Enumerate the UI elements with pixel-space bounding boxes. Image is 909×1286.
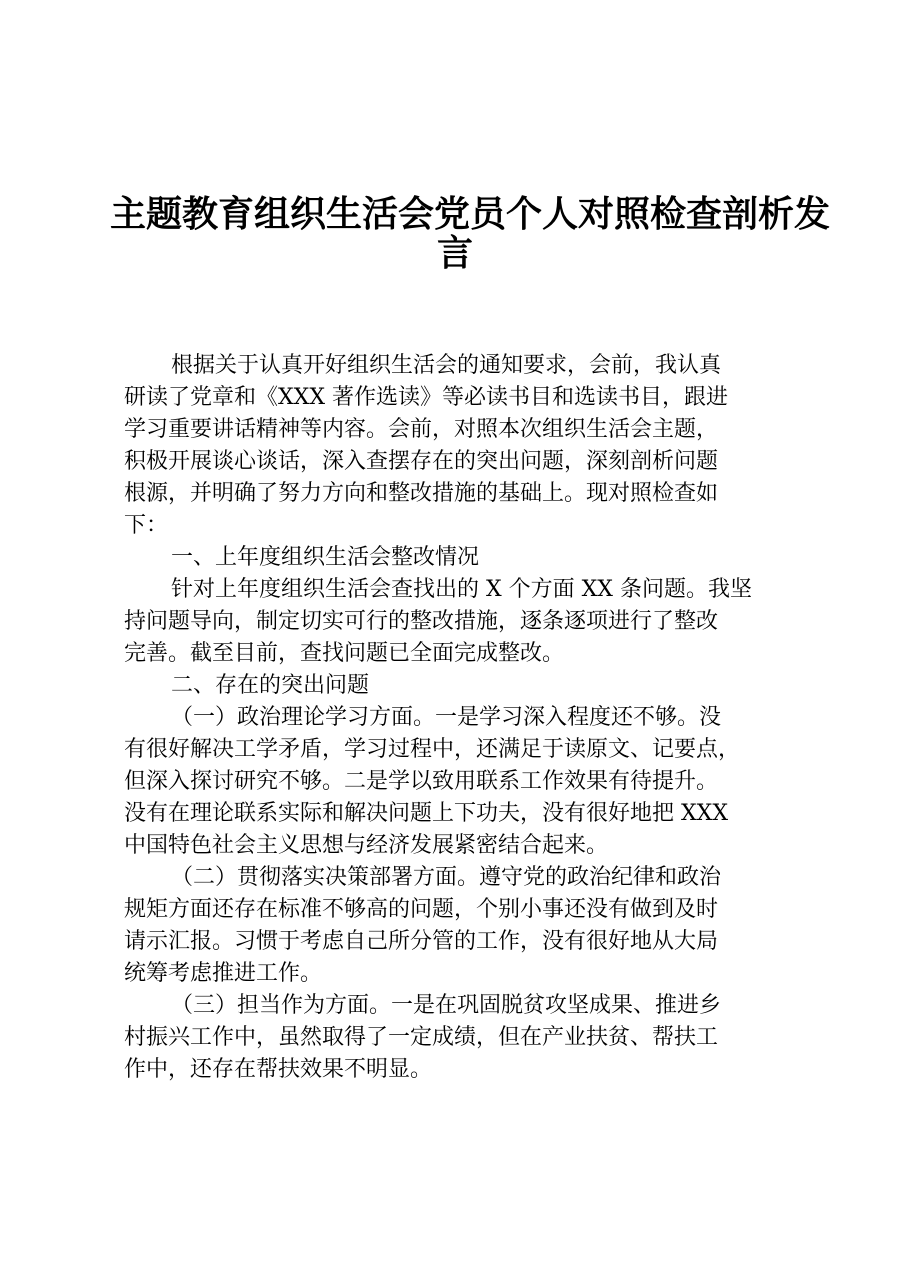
body-line: （一）政治理论学习方面。一是学习深入程度还不够。没 — [171, 705, 722, 730]
section-heading: 一、上年度组织生活会整改情况 — [171, 545, 480, 570]
body-line: 规矩方面还存在标准不够高的问题，个别小事还没有做到及时 — [124, 897, 719, 922]
body-line: （三）担当作为方面。一是在巩固脱贫攻坚成果、推进乡 — [171, 993, 722, 1018]
body-line: 研读了党章和《XXX 著作选读》等必读书目和选读书目，跟进 — [124, 385, 728, 410]
document-body — [124, 350, 804, 1086]
body-line: 村振兴工作中，虽然取得了一定成绩，但在产业扶贫、帮扶工 — [124, 1025, 719, 1050]
body-line: 完善。截至目前，查找问题已全面完成整改。 — [124, 641, 565, 666]
body-line: （二）贯彻落实决策部署方面。遵守党的政治纪律和政治 — [171, 865, 722, 890]
body-line: 有很好解决工学矛盾，学习过程中，还满足于读原文、记要点， — [124, 737, 741, 762]
body-line: 统筹考虑推进工作。 — [124, 961, 323, 986]
body-line: 请示汇报。习惯于考虑自己所分管的工作，没有很好地从大局 — [124, 929, 719, 954]
body-line: 积极开展谈心谈话，深入查摆存在的突出问题，深刻剖析问题 — [124, 449, 719, 474]
body-line: 持问题导向，制定切实可行的整改措施，逐条逐项进行了整改 — [124, 609, 719, 634]
body-line: 但深入探讨研究不够。二是学以致用联系工作效果有待提升。 — [124, 769, 719, 794]
body-line: 根源，并明确了努力方向和整改措施的基础上。现对照检查如 — [124, 481, 719, 506]
document-title-line-2: 言 — [436, 232, 473, 274]
body-line: 学习重要讲话精神等内容。会前，对照本次组织生活会主题， — [124, 417, 719, 442]
body-line: 根据关于认真开好组织生活会的通知要求，会前，我认真 — [171, 353, 722, 378]
body-line: 作中，还存在帮扶效果不明显。 — [124, 1057, 433, 1082]
body-line: 针对上年度组织生活会查找出的 X 个方面 XX 条问题。我坚 — [171, 577, 752, 602]
document-title-line-1: 主题教育组织生活会党员个人对照检查剖析发 — [110, 193, 831, 235]
section-heading: 二、存在的突出问题 — [171, 673, 370, 698]
body-line: 下： — [124, 513, 169, 538]
body-line: 中国特色社会主义思想与经济发展紧密结合起来。 — [124, 833, 609, 858]
body-line: 没有在理论联系实际和解决问题上下功夫，没有很好地把 XXX — [124, 801, 728, 826]
